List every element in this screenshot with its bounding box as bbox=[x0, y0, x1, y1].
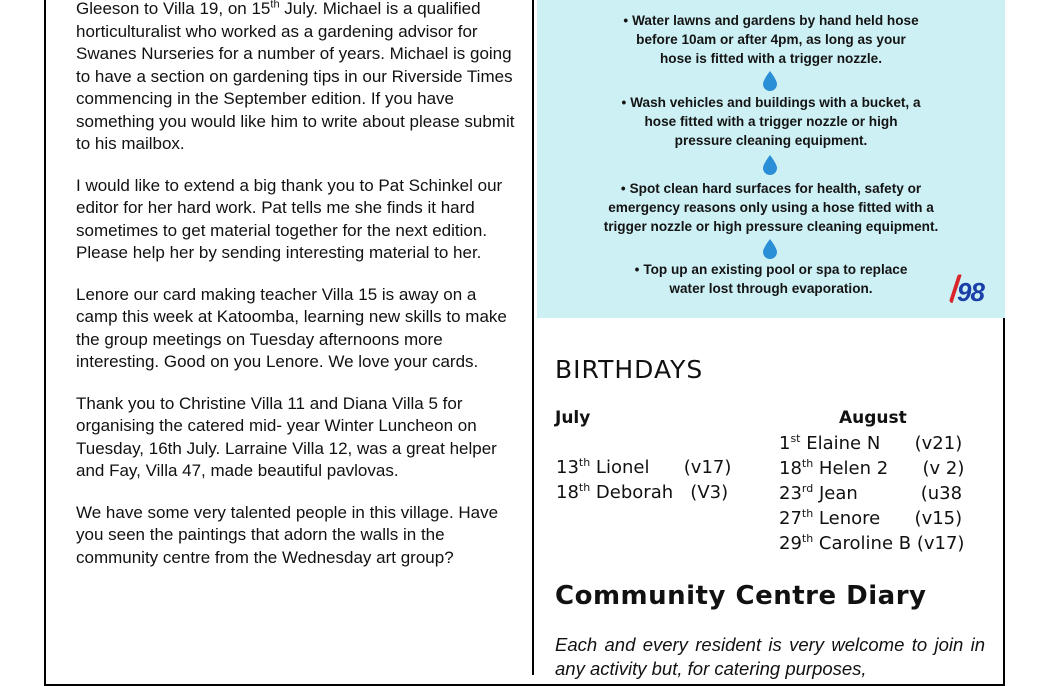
bullet: • bbox=[620, 181, 626, 196]
logo-text: 98 bbox=[957, 277, 984, 307]
bullet: • bbox=[621, 95, 627, 110]
birthday-name: Lenore (v15) bbox=[813, 508, 963, 529]
august-heading: August bbox=[839, 408, 907, 428]
birthday-name: Jean (u38 bbox=[813, 483, 963, 504]
bullet: • bbox=[634, 262, 640, 277]
water-rule-text: Wash vehicles and buildings with a bucket, a bbox=[630, 95, 921, 110]
birthday-name: Helen 2 (v 2) bbox=[813, 458, 965, 479]
birthday-entry-august bbox=[779, 483, 962, 504]
paragraph-card-making: Lenore our card making teacher Villa 15 is away on a camp this week at Katoomba, learning new skills to make the group meetings on Tuesday afternoons more interesting. Good on you Lenore. We love your cards. bbox=[76, 284, 507, 371]
water-drop-icon bbox=[762, 71, 778, 91]
water-drop-icon bbox=[762, 155, 778, 175]
diary-intro: Each and every resident is very welcome to join in any activity but, for catering purposes, bbox=[555, 634, 985, 679]
water-rule-line bbox=[537, 261, 1005, 280]
birthday-name: Elaine N (v21) bbox=[800, 433, 963, 454]
paragraph-gardening-rest: July. Michael is a qualified horticulturalist who worked as a gardening advisor for Swanes Nurseries for a number of years. Michael is going to have a section on gardening tips in our Riverside Times commencing in the September edition. If you have something you would like him to write about please submit to his mailbox. bbox=[76, 0, 515, 153]
paragraph-editor-thanks: I would like to extend a big thank you to Pat Schinkel our editor for her hard work. Pat tells me she finds it hard sometimes to get material together for the next edition. Please help her by sending interesting material to her. bbox=[76, 175, 503, 262]
birthday-suffix: th bbox=[801, 507, 814, 520]
paragraph-gardening bbox=[76, 0, 516, 156]
paragraph-luncheon: Thank you to Christine Villa 11 and Diana Villa 5 for organising the catered mid- year Winter Luncheon on Tuesday, 16th July. Larraine Villa 12, was a great helper and Fay, Villa 47, made beautiful pavlovas. bbox=[76, 393, 497, 480]
water-rule-line: before 10am or after 4pm, as long as your bbox=[636, 32, 906, 47]
water-rule-line bbox=[537, 180, 1005, 199]
water-rule-line: water lost through evaporation. bbox=[669, 281, 873, 296]
birthday-suffix: th bbox=[578, 456, 591, 469]
left-column bbox=[76, 0, 516, 588]
paragraph-art-group: We have some very talented people in this village. Have you seen the paintings that adorn the walls in the community centre from the Wednesday art group? bbox=[76, 502, 499, 567]
birthday-name: Lionel (v17) bbox=[590, 457, 732, 478]
birthday-suffix: st bbox=[790, 432, 801, 445]
paragraph-gardening-start: Gleeson to Villa 19, on 15 bbox=[76, 0, 271, 18]
july-heading: July bbox=[555, 408, 591, 428]
birthday-name: Deborah (V3) bbox=[590, 482, 729, 503]
column-divider bbox=[532, 0, 534, 675]
water-rules-panel bbox=[537, 0, 1005, 318]
water-rule-line: hose fitted with a trigger nozzle or high bbox=[644, 114, 898, 129]
birthday-suffix: th bbox=[801, 457, 814, 470]
water-rule-line bbox=[537, 12, 1005, 31]
birthday-name: Caroline B (v17) bbox=[813, 533, 965, 554]
logo bbox=[953, 271, 1003, 311]
water-rule-text: Top up an existing pool or spa to replace bbox=[643, 262, 908, 277]
birthday-suffix: th bbox=[578, 481, 591, 494]
birthdays-title: BIRTHDAYS bbox=[555, 355, 704, 384]
birthday-day: 23 bbox=[779, 483, 802, 504]
birthday-suffix: th bbox=[801, 532, 814, 545]
birthday-day: 18 bbox=[779, 458, 802, 479]
water-drop-icon bbox=[762, 239, 778, 259]
diary-title: Community Centre Diary bbox=[555, 581, 927, 611]
birthday-day: 27 bbox=[779, 508, 802, 529]
water-rule-line: pressure cleaning equipment. bbox=[674, 133, 868, 148]
birthday-day: 18 bbox=[556, 482, 579, 503]
birthday-entry-july bbox=[556, 482, 728, 503]
date-suffix: th bbox=[270, 0, 280, 11]
water-rule-line: emergency reasons only using a hose fitted with a bbox=[608, 200, 934, 215]
birthday-entry-august bbox=[779, 508, 962, 529]
water-rule-text: Spot clean hard surfaces for health, safety or bbox=[629, 181, 922, 196]
water-rule-text: Water lawns and gardens by hand held hose bbox=[632, 13, 919, 28]
water-rule-line bbox=[537, 94, 1005, 113]
birthday-day: 13 bbox=[556, 457, 579, 478]
water-rule-line: trigger nozzle or high pressure cleaning equipment. bbox=[603, 219, 939, 234]
birthday-entry-august bbox=[779, 433, 962, 454]
birthday-suffix: rd bbox=[801, 482, 814, 495]
birthday-entry-august bbox=[779, 533, 964, 554]
birthday-day: 1 bbox=[779, 433, 791, 454]
water-rule-line: hose is fitted with a trigger nozzle. bbox=[659, 51, 883, 66]
birthday-entry-august bbox=[779, 458, 964, 479]
birthday-entry-july bbox=[556, 457, 731, 478]
birthday-day: 29 bbox=[779, 533, 802, 554]
bullet: • bbox=[623, 13, 629, 28]
